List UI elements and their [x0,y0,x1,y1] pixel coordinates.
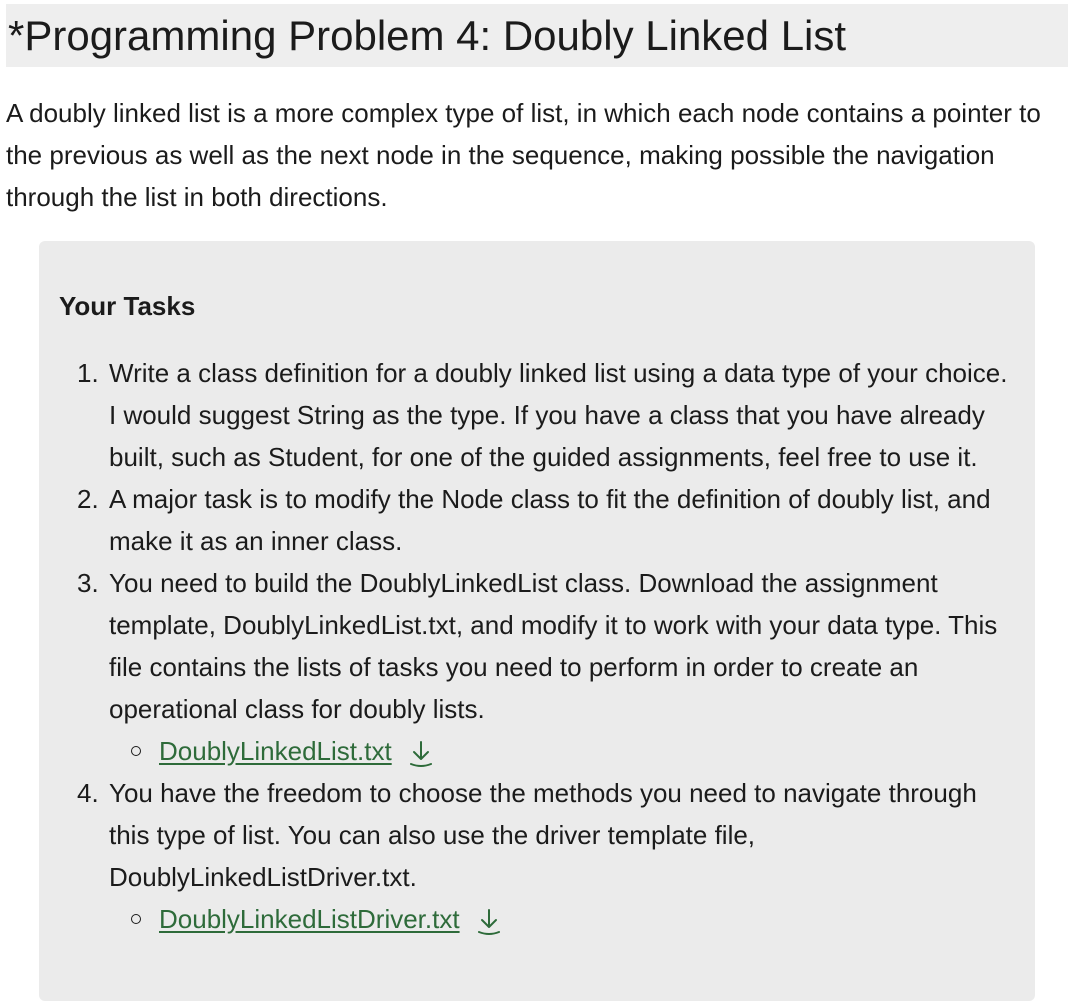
task-text: You have the freedom to choose the methods you need to navigate through this type of list. You can also use the driver template file, DoublyLinkedListDriver.txt. [109,778,977,892]
title-bar [6,4,1068,67]
download-icon[interactable] [407,738,435,768]
task-text: A major task is to modify the Node class to fit the definition of doubly list, and make it as an inner class. [109,484,991,556]
task-number: 2. [77,484,99,514]
task-4-files [109,898,1017,940]
page-title: *Programming Problem 4: Doubly Linked List [8,12,847,59]
doubly-linked-list-driver-file-link[interactable]: DoublyLinkedListDriver.txt [159,904,460,934]
task-item-4 [39,772,1035,940]
task-number: 3. [77,568,99,598]
download-icon[interactable] [475,906,503,936]
tasks-panel [39,241,1035,1001]
file-list-item [109,730,1017,772]
task-item-3 [39,562,1035,772]
task-text: Write a class definition for a doubly linked list using a data type of your choice. I would suggest String as the type. If you have a class that you have already built, such as Student, for one of the guided assignments, feel free to use it. [109,358,1008,472]
task-number: 4. [77,778,99,808]
file-list-item [109,898,1017,940]
task-item-1 [39,352,1035,478]
tasks-heading: Your Tasks [59,291,196,321]
task-number: 1. [77,358,99,388]
intro-paragraph: A doubly linked list is a more complex type of list, in which each node contains a pointer to the previous as well as the next node in the sequence, making possible the navigation through the list in both directions. [6,98,1041,212]
task-list [39,352,1035,940]
task-3-files [109,730,1017,772]
task-text: You need to build the DoublyLinkedList class. Download the assignment template, DoublyLinkedList.txt, and modify it to work with your data type. This file contains the lists of tasks you need to perform in order to create an operational class for doubly lists. [109,568,998,724]
doubly-linked-list-file-link[interactable]: DoublyLinkedList.txt [159,736,392,766]
task-item-2 [39,478,1035,562]
bullet-icon [131,746,141,756]
bullet-icon [131,914,141,924]
